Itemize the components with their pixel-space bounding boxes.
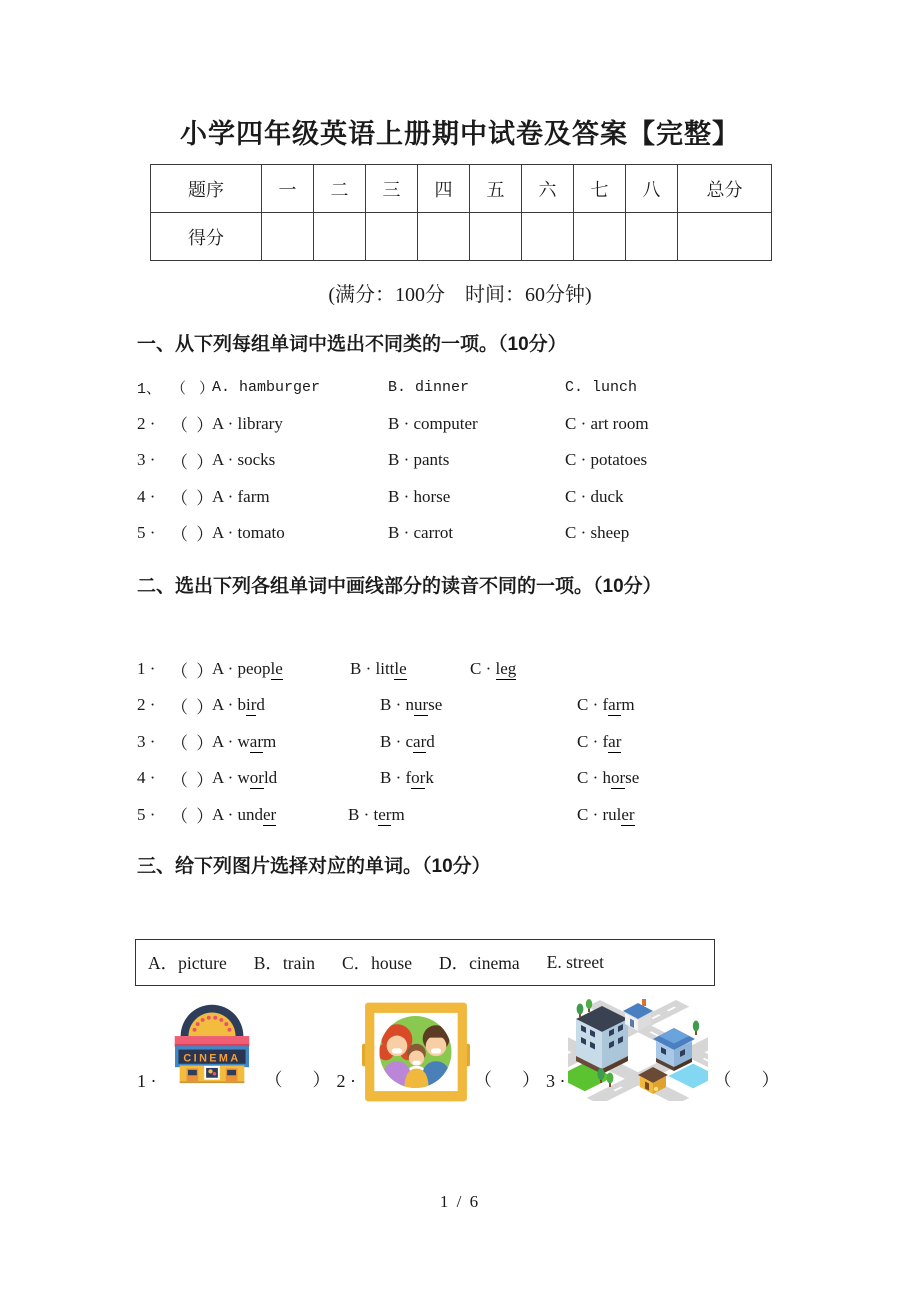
option-letter: A ·: [212, 695, 238, 715]
answer-paren: （ ）: [171, 416, 216, 436]
score-table-column-header: 一: [262, 165, 314, 213]
option-a: A · socks: [212, 450, 276, 470]
word-part: se: [625, 768, 640, 788]
word-part: d: [426, 731, 435, 751]
cinema-door-right-pane: [227, 1069, 236, 1074]
option-b: B. dinner: [388, 378, 470, 396]
word-part-underlined: er: [621, 804, 635, 824]
word-part: ld: [263, 768, 278, 788]
option-b: B · computer: [388, 413, 478, 433]
option-letter: B ·: [380, 768, 406, 788]
answer-paren: （ ）: [171, 452, 216, 472]
question-row: [137, 760, 920, 796]
question-number: 5 ·: [137, 804, 156, 824]
score-table-column-header: 三: [366, 165, 418, 213]
option-c: [577, 695, 635, 715]
score-table-row-label: 题序: [151, 165, 262, 213]
street-illustration: [568, 991, 708, 1101]
question-number: 3 ·: [137, 450, 156, 470]
word-part: k: [425, 768, 434, 788]
question-number: 5 ·: [137, 522, 156, 542]
question-row: [137, 651, 920, 687]
word-part-underlined: or: [249, 768, 264, 788]
section1-heading: 一、从下列每组单词中选出不同类的一项。（10分）: [137, 334, 567, 356]
option-c: C · art room: [565, 413, 649, 433]
word-part: w: [237, 731, 250, 751]
option-c: C · potatoes: [565, 450, 648, 470]
score-table-score-row: [151, 213, 772, 261]
score-table-column-header: 四: [418, 165, 470, 213]
word-bank-entry: C．house: [341, 952, 412, 973]
option-b: [350, 659, 470, 679]
word-part-underlined: er: [263, 804, 277, 824]
word-part-underlined: ar: [608, 731, 622, 751]
page-number: 1 / 6: [439, 1192, 481, 1211]
option-c: [577, 768, 639, 788]
word-part: h: [602, 768, 611, 788]
mother-smile: [392, 1048, 402, 1053]
score-table-column-header: 总分: [678, 165, 772, 213]
option-c: [577, 805, 635, 825]
question-row: [137, 687, 920, 723]
word-part-underlined: or: [611, 768, 626, 788]
word-part: m: [263, 731, 277, 751]
score-table-column-header: 八: [626, 165, 678, 213]
option-a: [212, 732, 380, 752]
word-part-underlined: or: [411, 768, 426, 788]
score-table-header-row: [151, 165, 772, 213]
option-a: A. hamburger: [212, 378, 321, 396]
option-letter: A ·: [212, 804, 238, 824]
answer-paren: （ ）: [713, 1069, 786, 1090]
cinema-illustration: [163, 996, 261, 1084]
question-number: 4 ·: [137, 486, 156, 506]
picture-question-row: [137, 991, 920, 1104]
word-bank-entry: E. street: [546, 951, 604, 972]
page-title: 小学四年级英语上册期中试卷及答案【完整】: [180, 119, 740, 149]
option-c: [577, 732, 621, 752]
question-row: [137, 406, 920, 442]
answer-paren: （ ）: [171, 697, 216, 717]
score-table-column-header: 六: [522, 165, 574, 213]
question-number: 2 ·: [137, 413, 156, 433]
word-part: d: [256, 695, 265, 715]
question-number: 1、: [137, 380, 162, 398]
score-table-column-header: 七: [574, 165, 626, 213]
father-smile: [431, 1048, 441, 1053]
score-table-column-header: 五: [470, 165, 522, 213]
word-part-underlined: er: [378, 804, 392, 824]
yellow-house-light: [653, 1086, 657, 1090]
option-a: [212, 695, 380, 715]
word-part: t: [373, 804, 379, 824]
answer-paren: （ ）: [171, 734, 216, 754]
option-letter: A ·: [212, 768, 238, 788]
section3-heading: 三、给下列图片选择对应的单词。（10分）: [137, 855, 491, 877]
small-house-chimney: [642, 999, 646, 1006]
question-row: [137, 369, 920, 405]
word-part-underlined: ar: [249, 731, 263, 751]
word-part-underlined: ur: [414, 695, 429, 715]
cinema-poster-balloon-yellow: [208, 1069, 212, 1073]
word-part: f: [602, 731, 609, 751]
word-part: m: [391, 804, 405, 824]
option-a: [212, 805, 348, 825]
option-c: C. lunch: [565, 378, 638, 396]
score-table-empty-cell: [314, 213, 366, 261]
picture-item-number: 3 ·: [546, 1070, 566, 1091]
answer-paren: （ ）: [474, 1069, 546, 1090]
answer-paren: （ ）: [171, 807, 216, 827]
answer-paren: （ ）: [171, 525, 216, 545]
question-number: 1 ·: [137, 659, 156, 679]
option-b: B · pants: [388, 450, 450, 470]
question-row: [137, 442, 920, 478]
option-letter: C ·: [577, 695, 603, 715]
word-part: b: [237, 695, 246, 715]
option-c: C · sheep: [565, 522, 630, 542]
picture-item-number: 2 ·: [336, 1070, 356, 1091]
answer-paren: （ ）: [171, 661, 216, 681]
apartment-building: [576, 1006, 628, 1074]
score-table-empty-cell: [262, 213, 314, 261]
cinema-sign-text: CINEMA: [182, 1052, 241, 1065]
cinema-door-left-pane: [187, 1069, 196, 1074]
word-part: und: [237, 804, 263, 824]
cinema-poster-balloon-red: [212, 1072, 216, 1076]
answer-paren: （ ）: [171, 380, 217, 398]
question-row: [137, 478, 920, 514]
option-b: [380, 695, 577, 715]
score-table: [150, 164, 772, 261]
picture-item-number: 1 ·: [137, 1070, 157, 1091]
word-part: litt: [375, 659, 395, 679]
option-b: [380, 732, 577, 752]
child-smile: [412, 1060, 420, 1064]
word-bank-box: [135, 939, 715, 986]
score-table-empty-cell: [522, 213, 574, 261]
word-part-underlined: ar: [608, 695, 622, 715]
word-part-underlined: leg: [495, 659, 517, 679]
word-part: rul: [602, 804, 622, 824]
word-part-underlined: ar: [413, 731, 427, 751]
word-bank-entry: B．train: [253, 952, 315, 973]
question-row: [137, 724, 920, 760]
section1-questions: [137, 369, 920, 551]
option-a: [212, 659, 350, 679]
option-a: A · farm: [212, 486, 270, 506]
option-letter: B ·: [350, 659, 376, 679]
score-table-row-label: 得分: [151, 213, 262, 261]
option-letter: A ·: [212, 659, 238, 679]
score-table-empty-cell: [574, 213, 626, 261]
word-part: peop: [237, 659, 271, 679]
option-a: A · library: [212, 413, 283, 433]
word-part: n: [405, 695, 414, 715]
score-table-empty-cell: [678, 213, 772, 261]
section2-questions: [137, 651, 920, 833]
option-c: [470, 659, 516, 679]
question-number: 4 ·: [137, 768, 156, 788]
question-row: [137, 796, 920, 832]
exam-info-line: (满分：100分 时间：60分钟): [328, 284, 592, 307]
answer-paren: （ ）: [171, 770, 216, 790]
section2-heading: 二、选出下列各组单词中画线部分的读音不同的一项。（10分）: [137, 576, 662, 598]
word-part: m: [621, 695, 635, 715]
option-b: [348, 805, 577, 825]
word-part: w: [237, 768, 250, 788]
option-letter: B ·: [348, 804, 374, 824]
option-letter: C ·: [577, 804, 603, 824]
cinema-base: [179, 1081, 244, 1083]
word-part: f: [405, 768, 412, 788]
word-part-underlined: le: [394, 659, 407, 679]
option-letter: C ·: [577, 768, 603, 788]
score-table-empty-cell: [470, 213, 522, 261]
word-part-underlined: le: [270, 659, 283, 679]
option-letter: B ·: [380, 731, 406, 751]
option-letter: C ·: [577, 731, 603, 751]
question-row: [137, 515, 920, 551]
family-picture-illustration: [362, 1000, 470, 1104]
option-b: [380, 768, 577, 788]
option-letter: B ·: [380, 695, 406, 715]
score-table-column-header: 二: [314, 165, 366, 213]
option-b: B · horse: [388, 486, 451, 506]
option-letter: A ·: [212, 731, 238, 751]
word-part: c: [405, 731, 414, 751]
score-table-empty-cell: [626, 213, 678, 261]
word-part-underlined: ir: [246, 695, 257, 715]
option-a: A · tomato: [212, 522, 285, 542]
word-part: se: [428, 695, 443, 715]
word-bank-entry: A．picture: [148, 952, 227, 973]
option-b: B · carrot: [388, 522, 454, 542]
answer-paren: （ ）: [264, 1069, 337, 1090]
word-part: f: [602, 695, 609, 715]
option-letter: C ·: [470, 659, 496, 679]
option-c: C · duck: [565, 486, 624, 506]
score-table-empty-cell: [366, 213, 418, 261]
answer-paren: （ ）: [171, 489, 216, 508]
option-a: [212, 768, 380, 788]
question-number: 2 ·: [137, 695, 156, 715]
score-table-empty-cell: [418, 213, 470, 261]
question-number: 3 ·: [137, 731, 156, 751]
word-bank-entry: D．cinema: [438, 952, 520, 973]
